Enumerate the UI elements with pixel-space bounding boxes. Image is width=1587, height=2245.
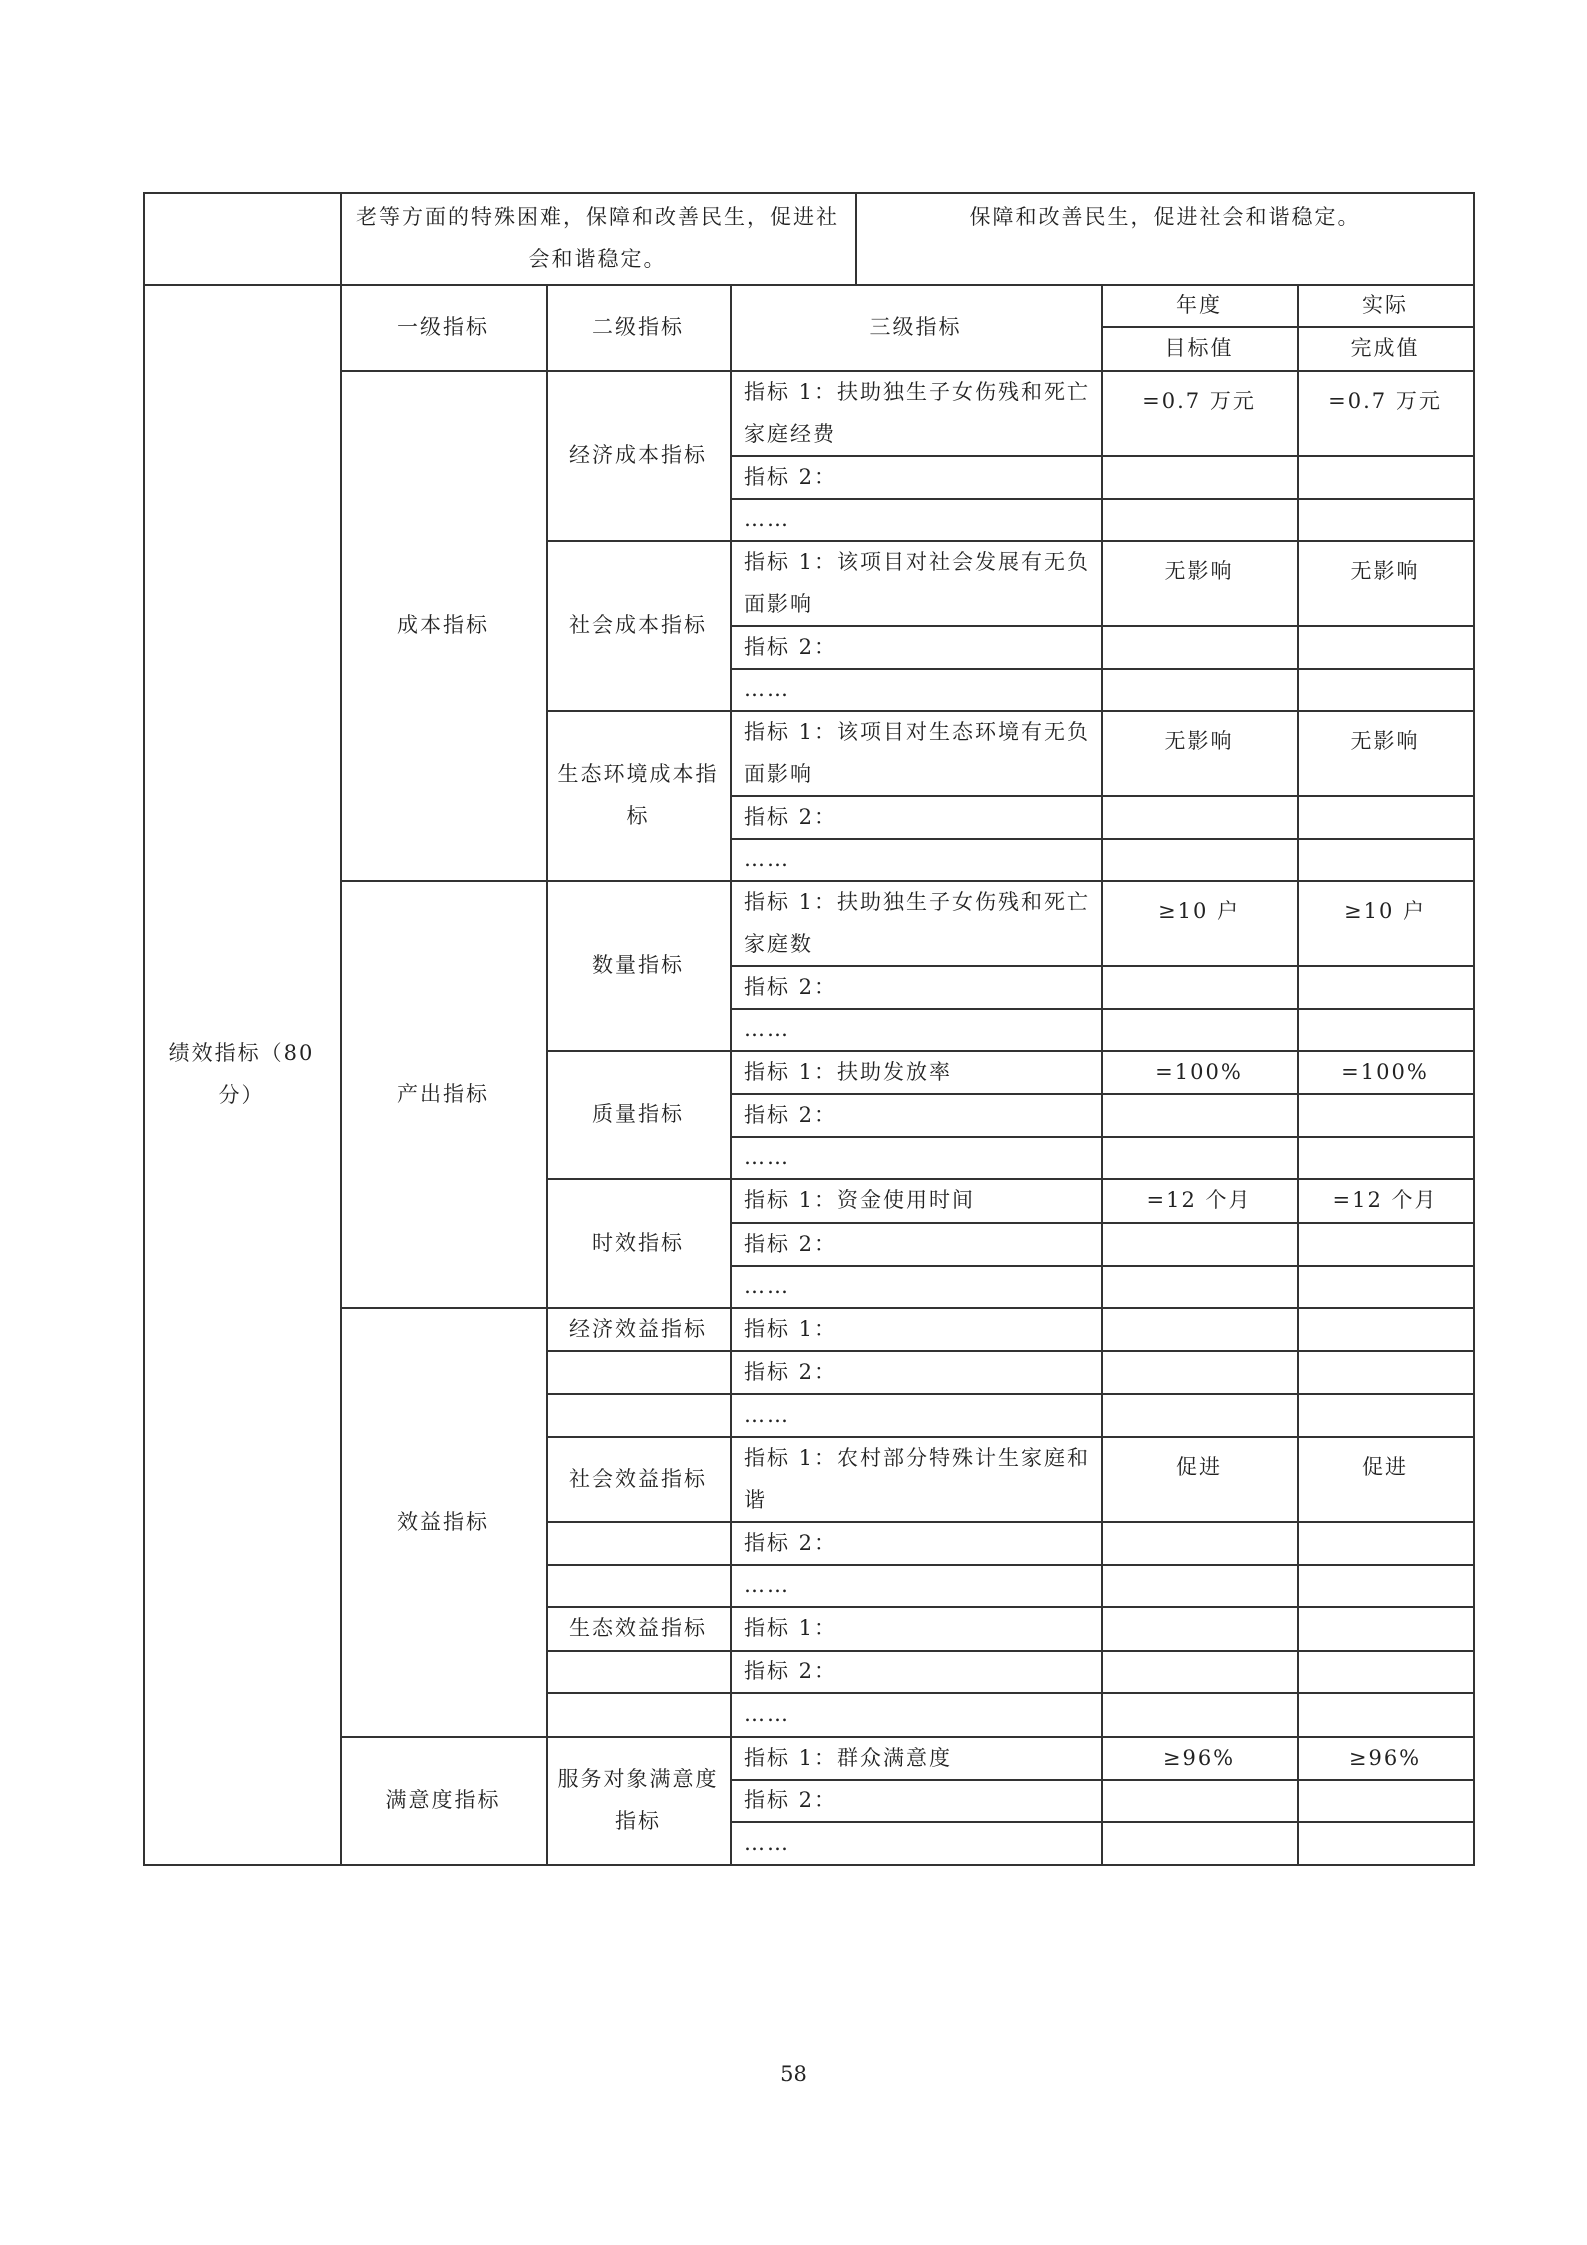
level3-cell: …… bbox=[744, 1145, 790, 1169]
target-value-cell: 无影响 bbox=[1164, 729, 1234, 753]
target-value-cell bbox=[1101, 1393, 1297, 1436]
actual-value-cell bbox=[1297, 625, 1473, 668]
target-value-cell bbox=[1101, 1692, 1297, 1736]
target-value-cell: 促进 bbox=[1176, 1455, 1222, 1479]
target-value-cell bbox=[1101, 1779, 1297, 1821]
actual-value-cell bbox=[1297, 1821, 1473, 1864]
table-border bbox=[546, 1692, 730, 1694]
target-value-cell: 无影响 bbox=[1164, 559, 1234, 583]
actual-value-cell bbox=[1297, 1008, 1473, 1050]
level3-cell: …… bbox=[744, 1573, 790, 1597]
level3-cell: 指标 1：该项目对生态环境有无负面影响 bbox=[744, 719, 1091, 786]
target-value-cell bbox=[1101, 1821, 1297, 1864]
table-border bbox=[546, 1564, 730, 1566]
level2-label: 社会成本指标 bbox=[569, 613, 707, 637]
target-value-cell bbox=[1101, 1136, 1297, 1178]
target-value-cell bbox=[1101, 1650, 1297, 1692]
level3-cell: 指标 2： bbox=[744, 1359, 838, 1384]
actual-value-cell: ≥96% bbox=[1348, 1745, 1422, 1770]
page-number: 58 bbox=[780, 2062, 807, 2086]
performance-label: 绩效指标（80分） bbox=[168, 1041, 315, 1107]
level3-cell: …… bbox=[744, 847, 790, 871]
level3-cell: 指标 1：资金使用时间 bbox=[744, 1188, 976, 1212]
top-left-text: 老等方面的特殊困难，保障和改善民生，促进社会和谐稳定。 bbox=[356, 205, 839, 271]
level3-cell: …… bbox=[744, 1274, 790, 1298]
actual-value-cell bbox=[1297, 795, 1473, 838]
header-level2: 二级指标 bbox=[592, 315, 684, 339]
top-right-text: 保障和改善民生，促进社会和谐稳定。 bbox=[969, 205, 1361, 229]
level3-cell: 指标 2： bbox=[744, 974, 838, 999]
level3-cell: 指标 2： bbox=[744, 804, 838, 829]
level3-cell: …… bbox=[744, 1402, 790, 1427]
actual-value-cell bbox=[1297, 1222, 1473, 1265]
level3-cell: 指标 2： bbox=[744, 1788, 838, 1812]
table-border bbox=[143, 192, 145, 1864]
level2-label: 时效指标 bbox=[592, 1230, 684, 1255]
target-value-cell bbox=[1101, 1606, 1297, 1650]
level3-cell: 指标 2： bbox=[744, 1231, 838, 1256]
actual-value-cell bbox=[1297, 1350, 1473, 1393]
actual-value-cell bbox=[1297, 1521, 1473, 1564]
level1-label: 产出指标 bbox=[397, 1081, 489, 1106]
actual-value-cell bbox=[1297, 455, 1473, 498]
level3-cell: 指标 1：群众满意度 bbox=[744, 1745, 953, 1770]
actual-value-cell: =100% bbox=[1341, 1059, 1429, 1084]
level1-label: 成本指标 bbox=[397, 613, 489, 637]
actual-value-cell bbox=[1297, 838, 1473, 880]
header-target-line1: 年度 bbox=[1176, 293, 1222, 317]
actual-value-cell bbox=[1297, 1393, 1473, 1436]
actual-value-cell: 促进 bbox=[1362, 1455, 1408, 1479]
target-value-cell bbox=[1101, 498, 1297, 540]
table-border bbox=[546, 284, 548, 1864]
actual-value-cell bbox=[1297, 1265, 1473, 1307]
target-value-cell bbox=[1101, 1307, 1297, 1350]
actual-value-cell bbox=[1297, 1093, 1473, 1136]
header-level1: 一级指标 bbox=[397, 315, 489, 339]
level1-label: 效益指标 bbox=[397, 1509, 489, 1534]
level3-cell: 指标 1：农村部分特殊计生家庭和谐 bbox=[744, 1445, 1091, 1512]
target-value-cell bbox=[1101, 1521, 1297, 1564]
level2-label: 生态效益指标 bbox=[569, 1616, 707, 1640]
actual-value-cell bbox=[1297, 668, 1473, 710]
target-value-cell bbox=[1101, 1222, 1297, 1265]
level3-cell: …… bbox=[744, 1702, 790, 1726]
target-value-cell bbox=[1101, 455, 1297, 498]
target-value-cell: =0.7 万元 bbox=[1142, 389, 1256, 413]
table-border bbox=[340, 192, 342, 284]
level3-cell: 指标 2： bbox=[744, 634, 838, 659]
table-border bbox=[143, 1864, 1473, 1866]
actual-value-cell bbox=[1297, 1606, 1473, 1650]
target-value-cell bbox=[1101, 1093, 1297, 1136]
actual-value-cell bbox=[1297, 1692, 1473, 1736]
table-border bbox=[546, 1393, 730, 1395]
level2-label: 数量指标 bbox=[592, 953, 684, 977]
table-border bbox=[546, 1521, 730, 1523]
level3-cell: …… bbox=[744, 677, 790, 701]
target-value-cell bbox=[1101, 838, 1297, 880]
level2-label: 经济效益指标 bbox=[569, 1316, 707, 1341]
target-value-cell: ≥96% bbox=[1162, 1745, 1236, 1770]
level3-cell: 指标 1：扶助独生子女伤残和死亡家庭经费 bbox=[744, 379, 1091, 446]
level3-cell: 指标 2： bbox=[744, 464, 838, 489]
actual-value-cell: 无影响 bbox=[1350, 729, 1420, 753]
target-value-cell: =12 个月 bbox=[1146, 1188, 1252, 1212]
level2-label: 服务对象满意度指标 bbox=[557, 1767, 719, 1833]
target-value-cell bbox=[1101, 965, 1297, 1008]
actual-value-cell bbox=[1297, 1564, 1473, 1606]
table-border bbox=[1473, 192, 1475, 1866]
level3-cell: …… bbox=[744, 1830, 790, 1855]
level2-label: 质量指标 bbox=[592, 1102, 684, 1126]
target-value-cell: =100% bbox=[1155, 1059, 1243, 1084]
actual-value-cell: 无影响 bbox=[1350, 559, 1420, 583]
level2-label: 生态环境成本指标 bbox=[557, 762, 719, 828]
header-level3: 三级指标 bbox=[869, 315, 962, 339]
table-border bbox=[546, 1650, 730, 1652]
actual-value-cell: ≥10 户 bbox=[1344, 899, 1426, 923]
level3-cell: 指标 1： bbox=[744, 1316, 838, 1341]
target-value-cell bbox=[1101, 625, 1297, 668]
target-value-cell bbox=[1101, 1350, 1297, 1393]
actual-value-cell bbox=[1297, 1650, 1473, 1692]
level3-cell: 指标 2： bbox=[744, 1102, 838, 1127]
actual-value-cell bbox=[1297, 1307, 1473, 1350]
level2-label: 经济成本指标 bbox=[569, 443, 707, 467]
level3-cell: …… bbox=[744, 507, 790, 531]
header-actual-line1: 实际 bbox=[1362, 293, 1408, 317]
actual-value-cell: =12 个月 bbox=[1332, 1188, 1438, 1212]
target-value-cell bbox=[1101, 795, 1297, 838]
header-target-line2: 目标值 bbox=[1164, 336, 1234, 360]
target-value-cell bbox=[1101, 668, 1297, 710]
level3-cell: 指标 1： bbox=[744, 1616, 838, 1640]
actual-value-cell bbox=[1297, 1779, 1473, 1821]
level3-cell: 指标 2： bbox=[744, 1659, 838, 1683]
actual-value-cell: =0.7 万元 bbox=[1328, 389, 1442, 413]
target-value-cell: ≥10 户 bbox=[1158, 899, 1240, 923]
target-value-cell bbox=[1101, 1265, 1297, 1307]
target-value-cell bbox=[1101, 1564, 1297, 1606]
level3-cell: …… bbox=[744, 1017, 790, 1041]
level2-label: 社会效益指标 bbox=[569, 1466, 707, 1491]
actual-value-cell bbox=[1297, 965, 1473, 1008]
level3-cell: 指标 2： bbox=[744, 1530, 838, 1555]
actual-value-cell bbox=[1297, 1136, 1473, 1178]
level1-label: 满意度指标 bbox=[385, 1788, 501, 1812]
header-actual-line2: 完成值 bbox=[1350, 336, 1420, 360]
level3-cell: 指标 1：该项目对社会发展有无负面影响 bbox=[744, 549, 1091, 616]
level3-cell: 指标 1：扶助独生子女伤残和死亡家庭数 bbox=[744, 889, 1091, 956]
level3-cell: 指标 1：扶助发放率 bbox=[744, 1059, 953, 1084]
actual-value-cell bbox=[1297, 498, 1473, 540]
table-border bbox=[546, 1350, 730, 1352]
target-value-cell bbox=[1101, 1008, 1297, 1050]
